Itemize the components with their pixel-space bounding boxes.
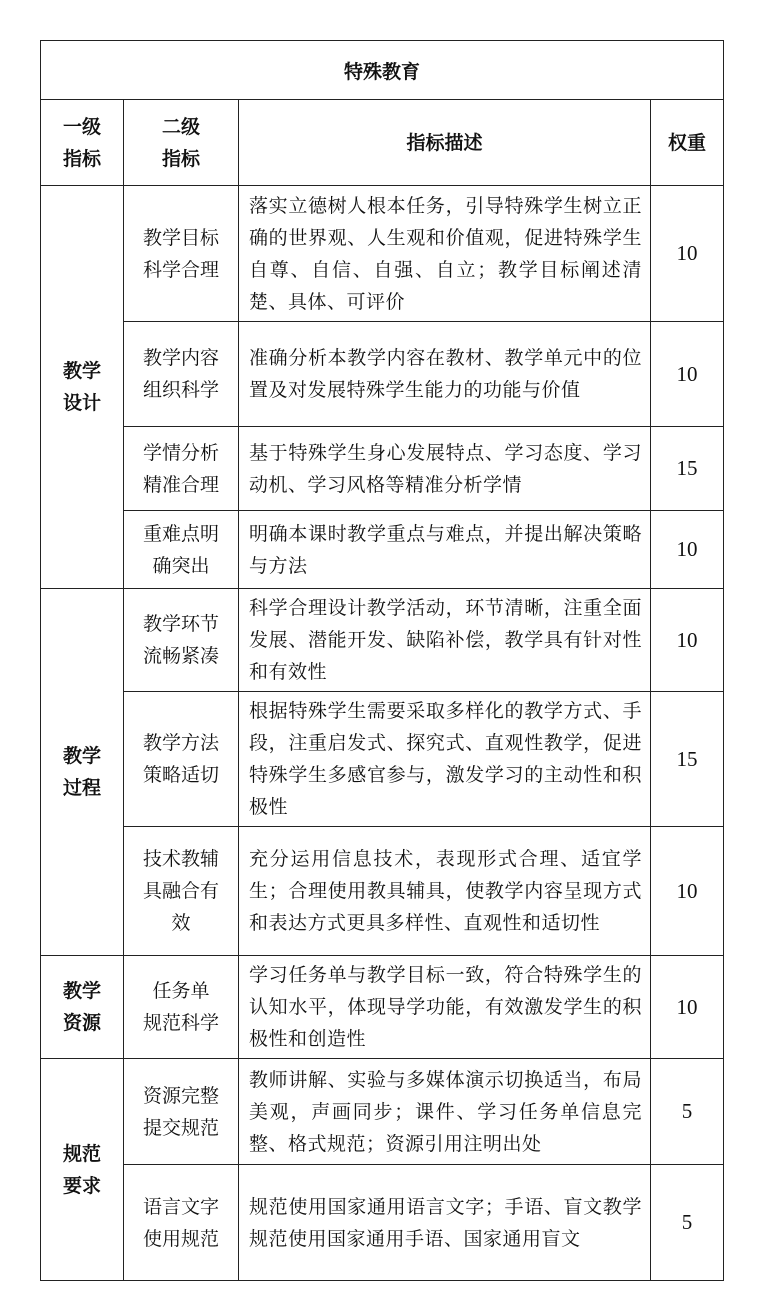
level2-line: 教学方法 bbox=[142, 732, 219, 754]
level2-line: 科学合理 bbox=[142, 258, 219, 281]
header-level1-line: 一级 bbox=[62, 115, 101, 138]
header-level2-line: 二级 bbox=[161, 115, 200, 138]
level1-line: 过程 bbox=[62, 777, 101, 799]
header-description: 指标描述 bbox=[239, 100, 651, 186]
level1-cell bbox=[41, 589, 124, 956]
level2-line: 教学目标 bbox=[142, 226, 219, 249]
level2-line: 教学环节 bbox=[142, 613, 219, 635]
level1-line: 资源 bbox=[62, 1012, 101, 1034]
level2-cell bbox=[124, 956, 239, 1059]
weight-cell: 10 bbox=[651, 322, 724, 427]
description-cell: 规范使用国家通用语言文字；手语、盲文教学规范使用国家通用手语、国家通用盲文 bbox=[239, 1165, 651, 1281]
level1-line: 教学 bbox=[62, 745, 101, 767]
title-row bbox=[41, 41, 724, 100]
header-level2 bbox=[124, 100, 239, 186]
table-row bbox=[41, 692, 724, 827]
description-cell: 准确分析本教学内容在教材、教学单元中的位置及对发展特殊学生能力的功能与价值 bbox=[239, 322, 651, 427]
header-level1 bbox=[41, 100, 124, 186]
level2-cell bbox=[124, 827, 239, 956]
header-level2-line: 指标 bbox=[161, 147, 200, 170]
table-row bbox=[41, 186, 724, 322]
level2-cell bbox=[124, 322, 239, 427]
level2-line: 技术教辅 bbox=[142, 848, 219, 870]
level2-line: 教学内容 bbox=[142, 347, 219, 369]
table-row bbox=[41, 1059, 724, 1165]
description-cell: 充分运用信息技术，表现形式合理、适宜学生；合理使用教具辅具，使教学内容呈现方式和表达方式更具多样性、直观性和适切性 bbox=[239, 827, 651, 956]
level2-line: 任务单 bbox=[152, 980, 210, 1002]
level1-line: 设计 bbox=[62, 392, 101, 414]
level2-line: 提交规范 bbox=[142, 1116, 219, 1139]
level2-line: 确突出 bbox=[152, 554, 210, 577]
table-row bbox=[41, 956, 724, 1059]
weight-cell: 10 bbox=[651, 186, 724, 322]
level1-cell bbox=[41, 186, 124, 589]
level2-cell bbox=[124, 427, 239, 511]
description-cell: 明确本课时教学重点与难点，并提出解决策略与方法 bbox=[239, 511, 651, 589]
header-level1-line: 指标 bbox=[62, 147, 101, 170]
table-row bbox=[41, 827, 724, 956]
table-row bbox=[41, 322, 724, 427]
description-cell: 根据特殊学生需要采取多样化的教学方式、手段，注重启发式、探究式、直观性教学，促进特殊学生多感官参与，激发学习的主动性和积极性 bbox=[239, 692, 651, 827]
description-cell: 学习任务单与教学目标一致，符合特殊学生的认知水平，体现导学功能，有效激发学生的积极性和创造性 bbox=[239, 956, 651, 1059]
level1-cell bbox=[41, 1059, 124, 1281]
level2-line: 组织科学 bbox=[142, 379, 219, 401]
level1-cell bbox=[41, 956, 124, 1059]
description-cell: 基于特殊学生身心发展特点、学习态度、学习动机、学习风格等精准分析学情 bbox=[239, 427, 651, 511]
description-cell: 科学合理设计教学活动，环节清晰，注重全面发展、潜能开发、缺陷补偿，教学具有针对性和有效性 bbox=[239, 589, 651, 692]
level2-line: 精准合理 bbox=[142, 473, 219, 496]
level1-line: 教学 bbox=[62, 360, 101, 382]
weight-cell: 5 bbox=[651, 1165, 724, 1281]
evaluation-table bbox=[40, 40, 724, 1281]
weight-cell: 10 bbox=[651, 511, 724, 589]
level1-line: 教学 bbox=[62, 980, 101, 1002]
level2-line: 使用规范 bbox=[142, 1227, 219, 1250]
level2-line: 重难点明 bbox=[142, 522, 219, 545]
weight-cell: 15 bbox=[651, 692, 724, 827]
level2-line: 资源完整 bbox=[142, 1084, 219, 1107]
weight-cell: 15 bbox=[651, 427, 724, 511]
header-weight: 权重 bbox=[651, 100, 724, 186]
level2-line: 策略适切 bbox=[142, 764, 219, 786]
weight-cell: 5 bbox=[651, 1059, 724, 1165]
table-row bbox=[41, 1165, 724, 1281]
level2-line: 具融合有 bbox=[142, 880, 219, 902]
header-row bbox=[41, 100, 724, 186]
table-title: 特殊教育 bbox=[41, 41, 724, 100]
table-row bbox=[41, 427, 724, 511]
table-row bbox=[41, 511, 724, 589]
level2-line: 流畅紧凑 bbox=[142, 645, 219, 667]
level1-line: 规范 bbox=[62, 1142, 101, 1165]
level2-cell bbox=[124, 692, 239, 827]
weight-cell: 10 bbox=[651, 589, 724, 692]
description-cell: 落实立德树人根本任务，引导特殊学生树立正确的世界观、人生观和价值观，促进特殊学生自尊、自信、自强、自立；教学目标阐述清楚、具体、可评价 bbox=[239, 186, 651, 322]
level2-line: 规范科学 bbox=[142, 1012, 219, 1034]
table-row bbox=[41, 589, 724, 692]
level2-line: 语言文字 bbox=[142, 1195, 219, 1218]
level2-cell bbox=[124, 589, 239, 692]
level1-line: 要求 bbox=[62, 1174, 101, 1197]
level2-line: 学情分析 bbox=[142, 441, 219, 464]
level2-cell bbox=[124, 511, 239, 589]
weight-cell: 10 bbox=[651, 827, 724, 956]
weight-cell: 10 bbox=[651, 956, 724, 1059]
level2-line: 效 bbox=[171, 912, 191, 934]
description-cell: 教师讲解、实验与多媒体演示切换适当，布局美观，声画同步；课件、学习任务单信息完整、格式规范；资源引用注明出处 bbox=[239, 1059, 651, 1165]
level2-cell bbox=[124, 1165, 239, 1281]
level2-cell bbox=[124, 1059, 239, 1165]
level2-cell bbox=[124, 186, 239, 322]
